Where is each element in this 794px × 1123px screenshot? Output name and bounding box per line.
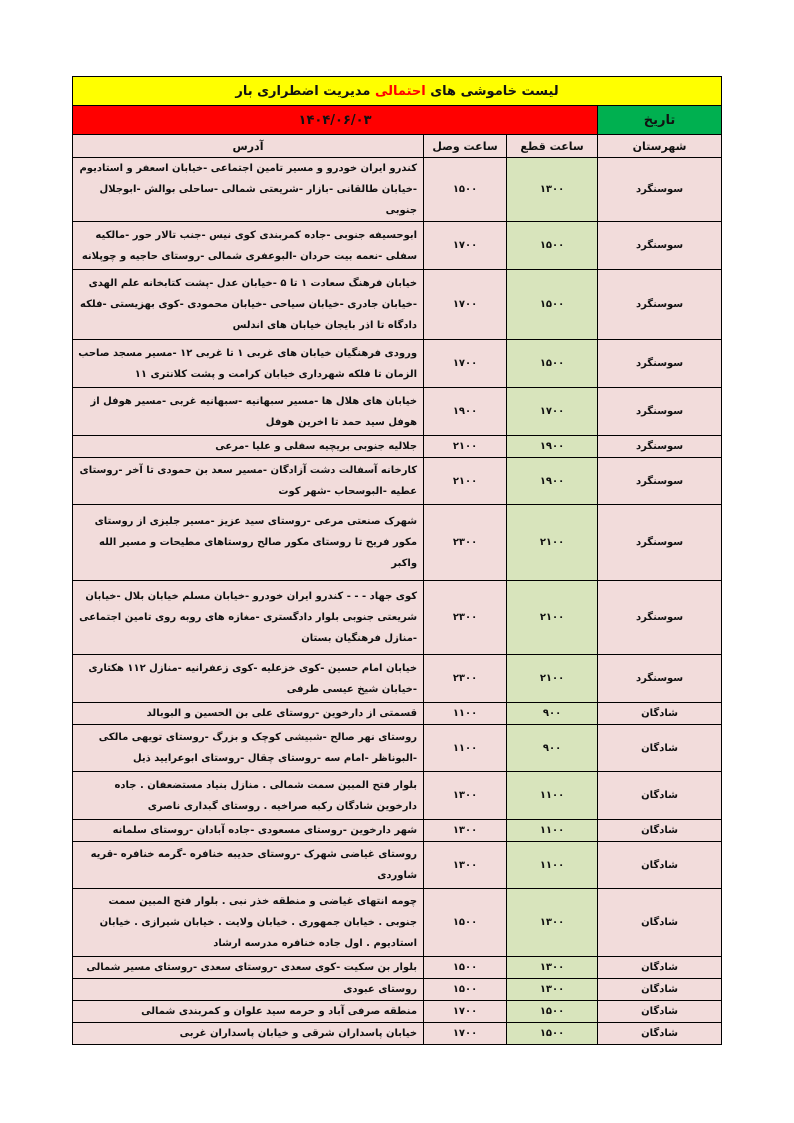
cut-time-cell: ۱۳۰۰ xyxy=(507,889,598,957)
address-cell: ابوحسیفه جنوبی -جاده کمربندی کوی نیس -جنب تالار حور -مالکیه سفلی -نعمه بیت حردان -البوعفری شمالی -روستای حاجیه و چوپلانه xyxy=(73,222,424,270)
table-row xyxy=(73,889,722,957)
address-cell: شهر دارخوین -روستای مسعودی -جاده آبادان -روستای سلمانه xyxy=(73,820,424,842)
connect-time-cell: ۲۳۰۰ xyxy=(424,655,507,703)
city-cell: شادگان xyxy=(598,842,722,889)
cut-time-cell: ۱۵۰۰ xyxy=(507,222,598,270)
city-cell: سوسنگرد xyxy=(598,581,722,655)
cut-time-cell: ۱۵۰۰ xyxy=(507,340,598,388)
address-cell: خیابان پاسداران شرقی و خیابان پاسداران غربی xyxy=(73,1023,424,1045)
connect-time-cell: ۱۷۰۰ xyxy=(424,1023,507,1045)
table-row xyxy=(73,725,722,772)
city-cell: شادگان xyxy=(598,1001,722,1023)
address-cell: شهرک صنعتی مرعی -روستای سید عزیز -مسیر جلیزی از روستای مکور فریح تا روستای مکور صالح روستاهای مطیحات و مسیر الله واکبر xyxy=(73,505,424,581)
title-row xyxy=(73,77,722,106)
cut-time-cell: ۹۰۰ xyxy=(507,725,598,772)
title-part-1: لیست خاموشی های xyxy=(430,83,559,99)
cut-time-cell: ۱۵۰۰ xyxy=(507,270,598,340)
cut-time-cell: ۱۳۰۰ xyxy=(507,158,598,222)
cut-time-cell: ۱۱۰۰ xyxy=(507,820,598,842)
cut-time-cell: ۹۰۰ xyxy=(507,703,598,725)
city-cell: سوسنگرد xyxy=(598,388,722,436)
cut-time-cell: ۲۱۰۰ xyxy=(507,581,598,655)
title-accent: احتمالی xyxy=(374,83,426,99)
connect-time-cell: ۱۱۰۰ xyxy=(424,703,507,725)
city-cell: شادگان xyxy=(598,889,722,957)
connect-time-cell: ۱۵۰۰ xyxy=(424,158,507,222)
page-title xyxy=(73,77,722,106)
connect-time-cell: ۱۹۰۰ xyxy=(424,388,507,436)
connect-time-cell: ۱۷۰۰ xyxy=(424,270,507,340)
table-row xyxy=(73,340,722,388)
city-cell: شادگان xyxy=(598,979,722,1001)
col-header-city: شهرستان xyxy=(598,135,722,158)
address-cell: ورودی فرهنگیان خیابان های غربی ۱ تا غربی ۱۲ -مسیر مسجد صاحب الزمان تا فلکه شهرداری خیابان کرامت و پشت کلانتری ۱۱ xyxy=(73,340,424,388)
city-cell: شادگان xyxy=(598,725,722,772)
address-cell: بلوار بن سکیت -کوی سعدی -روستای سعدی -روستای مسیر شمالی xyxy=(73,957,424,979)
table-row xyxy=(73,655,722,703)
address-cell: خیابان های هلال ها -مسیر سبهانیه -سبهانیه غربی -مسیر هوفل از هوفل سید حمد تا اخرین هوفل xyxy=(73,388,424,436)
city-cell: سوسنگرد xyxy=(598,505,722,581)
city-cell: سوسنگرد xyxy=(598,655,722,703)
table-row xyxy=(73,222,722,270)
address-cell: خیابان امام حسین -کوی خزعلیه -کوی زعفرانیه -منازل ۱۱۲ هکتاری -خیابان شیخ عیسی طرفی xyxy=(73,655,424,703)
connect-time-cell: ۱۷۰۰ xyxy=(424,222,507,270)
cut-time-cell: ۱۷۰۰ xyxy=(507,388,598,436)
table-row xyxy=(73,1001,722,1023)
address-cell: کندرو ایران خودرو و مسیر تامین اجتماعی -خیابان اسعفر و استادیوم -خیابان طالقانی -بازار -شریعتی شمالی -ساحلی بوالش -ابوجلال جنوبی xyxy=(73,158,424,222)
address-cell: روستای غیاضی شهرک -روستای حدیبه خنافره -گرمه خنافره -قریه شاوردی xyxy=(73,842,424,889)
table-row xyxy=(73,979,722,1001)
address-cell: منطقه صرفی آباد و حرمه سید علوان و کمربندی شمالی xyxy=(73,1001,424,1023)
connect-time-cell: ۱۷۰۰ xyxy=(424,1001,507,1023)
table-row xyxy=(73,458,722,505)
col-header-connect: ساعت وصل xyxy=(424,135,507,158)
cut-time-cell: ۱۹۰۰ xyxy=(507,458,598,505)
table-row xyxy=(73,842,722,889)
cut-time-cell: ۱۵۰۰ xyxy=(507,1001,598,1023)
connect-time-cell: ۱۷۰۰ xyxy=(424,340,507,388)
city-cell: شادگان xyxy=(598,820,722,842)
table-row xyxy=(73,1023,722,1045)
city-cell: سوسنگرد xyxy=(598,436,722,458)
connect-time-cell: ۱۳۰۰ xyxy=(424,842,507,889)
cut-time-cell: ۱۱۰۰ xyxy=(507,842,598,889)
connect-time-cell: ۱۵۰۰ xyxy=(424,979,507,1001)
address-cell: روستای نهر صالح -شبیشی کوچک و بزرگ -روستای تویهی مالکی -البوناظر -امام سه -روستای چقال -روستای ابوعرایید ذیل xyxy=(73,725,424,772)
city-cell: سوسنگرد xyxy=(598,340,722,388)
col-header-cut: ساعت قطع xyxy=(507,135,598,158)
cut-time-cell: ۲۱۰۰ xyxy=(507,505,598,581)
cut-time-cell: ۱۱۰۰ xyxy=(507,772,598,820)
address-cell: کوی جهاد - - - کندرو ایران خودرو -خیابان مسلم خیابان بلال -خیابان شریعتی جنوبی بلوار دادگستری -مغازه های روبه روی تامین اجتماعی -منازل فرهنگیان بستان xyxy=(73,581,424,655)
city-cell: سوسنگرد xyxy=(598,458,722,505)
table-row xyxy=(73,270,722,340)
connect-time-cell: ۲۳۰۰ xyxy=(424,581,507,655)
title-part-2: مدیریت اضطراری بار xyxy=(235,83,371,99)
date-label: تاریخ xyxy=(598,106,722,135)
connect-time-cell: ۲۳۰۰ xyxy=(424,505,507,581)
date-value: ۱۴۰۴/۰۶/۰۳ xyxy=(73,106,598,135)
city-cell: سوسنگرد xyxy=(598,158,722,222)
address-cell: جلالیه جنوبی بریچیه سفلی و علیا -مرعی xyxy=(73,436,424,458)
city-cell: سوسنگرد xyxy=(598,222,722,270)
outage-table xyxy=(72,76,722,1045)
city-cell: شادگان xyxy=(598,772,722,820)
cut-time-cell: ۱۹۰۰ xyxy=(507,436,598,458)
cut-time-cell: ۲۱۰۰ xyxy=(507,655,598,703)
table-row xyxy=(73,158,722,222)
col-header-address: آدرس xyxy=(73,135,424,158)
table-row xyxy=(73,505,722,581)
connect-time-cell: ۱۳۰۰ xyxy=(424,820,507,842)
connect-time-cell: ۱۳۰۰ xyxy=(424,772,507,820)
table-row xyxy=(73,581,722,655)
address-cell: چومه انتهای غیاضی و منطقه خذر نبی . بلوار فتح المبین سمت جنوبی . خیابان جمهوری . خیابان ولایت . خیابان شیرازی . خیابان استادیوم . اول جاده خنافره مدرسه ارشاد xyxy=(73,889,424,957)
connect-time-cell: ۱۱۰۰ xyxy=(424,725,507,772)
table-row xyxy=(73,388,722,436)
table-row xyxy=(73,820,722,842)
address-cell: کارخانه آسفالت دشت آزادگان -مسیر سعد بن حمودی تا آخر -روستای عطیه -البوسحاب -شهر کوت xyxy=(73,458,424,505)
address-cell: خیابان فرهنگ سعادت ۱ تا ۵ -خیابان عدل -پشت کتابخانه علم الهدی -خیابان جادری -خیابان سیاحی -خیابان محمودی -کوی بهزیستی -فلکه دادگاه تا اذر بایجان خیابان های اندلس xyxy=(73,270,424,340)
table-row xyxy=(73,957,722,979)
address-cell: قسمتی از دارخوین -روستای علی بن الحسین و البوبالد xyxy=(73,703,424,725)
cut-time-cell: ۱۳۰۰ xyxy=(507,979,598,1001)
connect-time-cell: ۲۱۰۰ xyxy=(424,458,507,505)
outage-table-sheet xyxy=(72,76,721,1045)
city-cell: شادگان xyxy=(598,703,722,725)
table-row xyxy=(73,436,722,458)
connect-time-cell: ۲۱۰۰ xyxy=(424,436,507,458)
city-cell: سوسنگرد xyxy=(598,270,722,340)
table-row xyxy=(73,772,722,820)
connect-time-cell: ۱۵۰۰ xyxy=(424,957,507,979)
cut-time-cell: ۱۳۰۰ xyxy=(507,957,598,979)
city-cell: شادگان xyxy=(598,1023,722,1045)
date-row xyxy=(73,106,722,135)
address-cell: روستای عبودی xyxy=(73,979,424,1001)
connect-time-cell: ۱۵۰۰ xyxy=(424,889,507,957)
table-row xyxy=(73,703,722,725)
cut-time-cell: ۱۵۰۰ xyxy=(507,1023,598,1045)
header-row xyxy=(73,135,722,158)
address-cell: بلوار فتح المبین سمت شمالی . منازل بنیاد مستضعفان . جاده دارخوین شادگان رکبه صراخیه . روستای گبداری ناصری xyxy=(73,772,424,820)
city-cell: شادگان xyxy=(598,957,722,979)
